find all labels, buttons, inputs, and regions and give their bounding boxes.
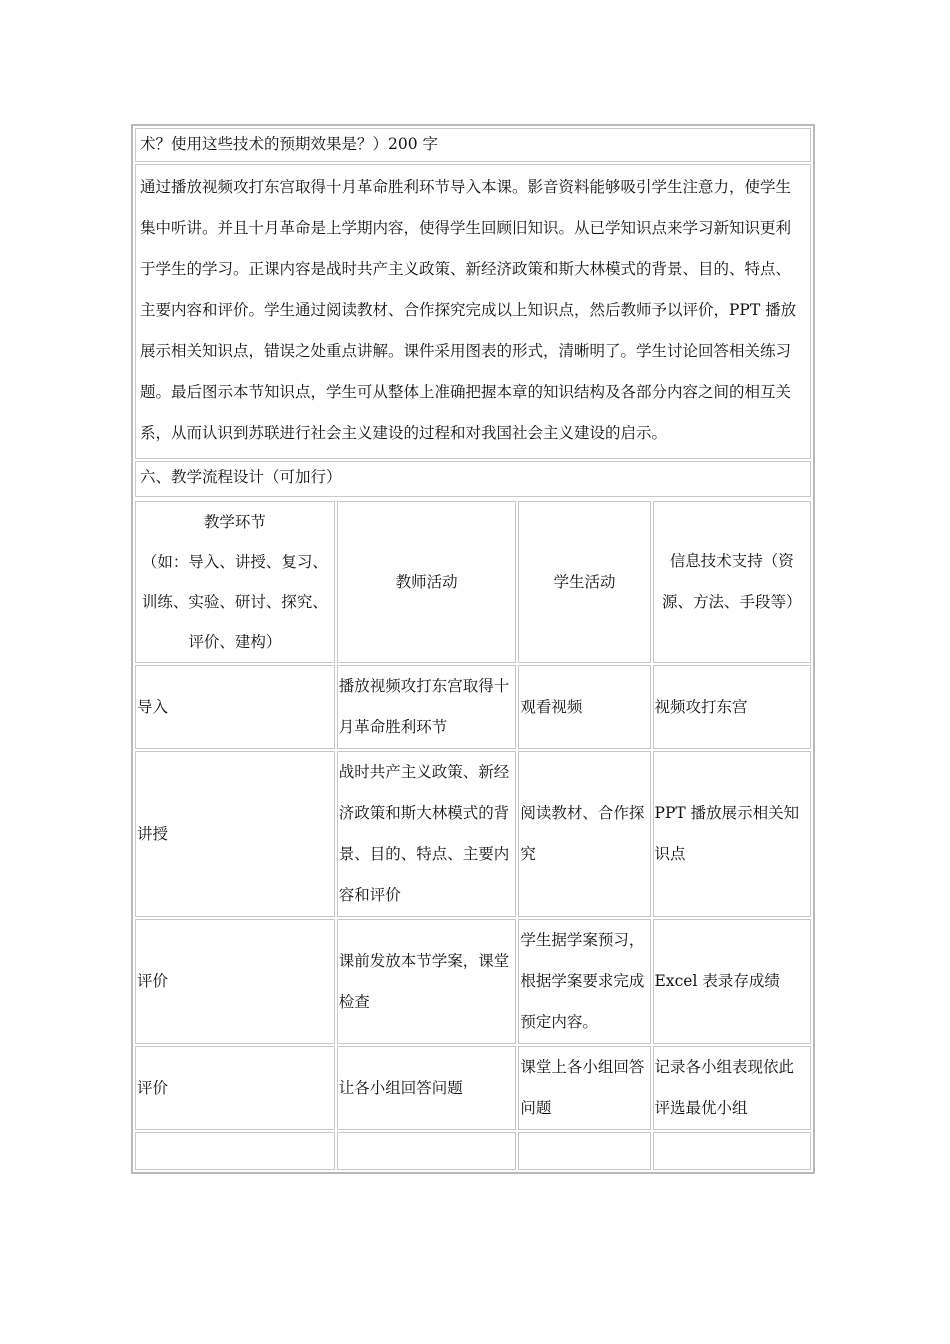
cell-tech: 视频攻打东宫 bbox=[653, 665, 811, 749]
cell-teacher: 让各小组回答问题 bbox=[337, 1046, 517, 1130]
cell-student: 学生据学案预习，根据学案要求完成预定内容。 bbox=[518, 919, 650, 1044]
cell-stage: 评价 bbox=[135, 919, 335, 1044]
cell-teacher: 战时共产主义政策、新经济政策和斯大林模式的背景、目的、特点、主要内容和评价 bbox=[337, 751, 517, 917]
cell-teacher: 播放视频攻打东宫取得十月革命胜利环节 bbox=[337, 665, 517, 749]
document-page bbox=[131, 124, 815, 1174]
cell-tech bbox=[653, 1132, 811, 1170]
cell-stage: 讲授 bbox=[135, 751, 335, 917]
cell-stage: 评价 bbox=[135, 1046, 335, 1130]
table-row bbox=[135, 751, 811, 917]
table-row-empty bbox=[135, 1132, 811, 1170]
header-tech: 信息技术支持（资源、方法、手段等） bbox=[653, 501, 811, 663]
table-row bbox=[135, 1046, 811, 1130]
header-student: 学生活动 bbox=[518, 501, 650, 663]
header-stage: 教学环节 （如：导入、讲授、复习、训练、实验、研讨、探究、评价、建构） bbox=[135, 501, 335, 663]
cell-student: 课堂上各小组回答问题 bbox=[518, 1046, 650, 1130]
cell-tech: PPT 播放展示相关知识点 bbox=[653, 751, 811, 917]
teaching-flow-table bbox=[133, 499, 813, 1172]
cell-student: 观看视频 bbox=[518, 665, 650, 749]
cell-stage bbox=[135, 1132, 335, 1170]
cell-stage: 导入 bbox=[135, 665, 335, 749]
cell-student bbox=[518, 1132, 650, 1170]
cell-tech: Excel 表录存成绩 bbox=[653, 919, 811, 1044]
table-header-row bbox=[135, 501, 811, 663]
question-tail: 术？使用这些技术的预期效果是？）200 字 bbox=[135, 128, 811, 162]
form-table bbox=[131, 124, 815, 1174]
cell-student: 阅读教材、合作探究 bbox=[518, 751, 650, 917]
design-rationale-paragraph: 通过播放视频攻打东宫取得十月革命胜利环节导入本课。影音资料能够吸引学生注意力，使学生集中听讲。并且十月革命是上学期内容，使得学生回顾旧知识。从已学知识点来学习新知识更利于学生的学习。正课内容是战时共产主义政策、新经济政策和斯大林模式的背景、目的、特点、主要内容和评价。学生通过阅读教材、合作探究完成以上知识点，然后教师予以评价，PPT 播放展示相关知识点，错误之处重点讲解。课件采用图表的形式，清晰明了。学生讨论回答相关练习题。最后图示本节知识点，学生可从整体上准确把握本章的知识结构及各部分内容之间的相互关系，从而认识到苏联进行社会主义建设的过程和对我国社会主义建设的启示。 bbox=[135, 164, 811, 459]
cell-teacher: 课前发放本节学案，课堂检查 bbox=[337, 919, 517, 1044]
table-row bbox=[135, 665, 811, 749]
cell-teacher bbox=[337, 1132, 517, 1170]
cell-tech: 记录各小组表现依此评选最优小组 bbox=[653, 1046, 811, 1130]
table-row bbox=[135, 919, 811, 1044]
header-teacher: 教师活动 bbox=[337, 501, 517, 663]
section-title: 六、教学流程设计（可加行） bbox=[135, 461, 811, 497]
